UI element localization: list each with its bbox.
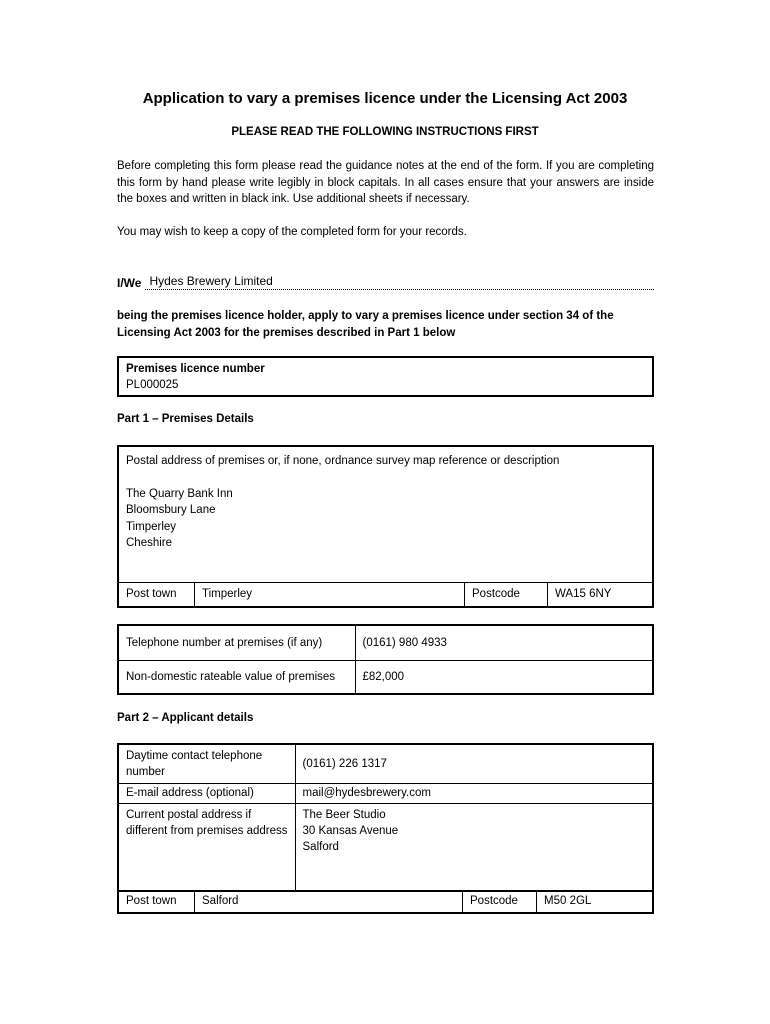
part2-heading: Part 2 – Applicant details xyxy=(117,712,254,724)
form-title: Application to vary a premises licence under the Licensing Act 2003 xyxy=(142,90,628,107)
postcode-label: Postcode xyxy=(465,583,548,606)
telephone-field[interactable]: (0161) 980 4933 xyxy=(355,625,653,660)
premises-contact-table xyxy=(117,624,654,695)
current-address-line: Salford xyxy=(302,840,339,853)
licence-number-box xyxy=(117,356,654,397)
applicant-details-table xyxy=(117,743,654,892)
rateable-value-field[interactable]: £82,000 xyxy=(355,660,653,694)
rateable-value-label: Non-domestic rateable value of premises xyxy=(118,660,355,694)
declaration-text: being the premises licence holder, apply to vary a premises licence under section 34 of the Licensing Act 2003 for the premises described in Part 1 below xyxy=(117,310,614,339)
premises-address-line[interactable]: The Quarry Bank Inn xyxy=(126,487,233,500)
premises-address-line[interactable]: Cheshire xyxy=(126,537,173,549)
premises-address-line[interactable]: Bloomsbury Lane xyxy=(126,504,216,516)
applicant-line xyxy=(117,273,654,290)
records-note: You may wish to keep a copy of the completed form for your records. xyxy=(117,226,467,238)
post-town-label: Post town xyxy=(119,583,195,606)
applicant-postcode-field[interactable]: M50 2GL xyxy=(544,895,592,907)
applicant-label: I/We xyxy=(117,276,142,290)
instructions-paragraph: Before completing this form please read the guidance notes at the end of the form. If you are completing this form by hand please write legibly in block capitals. In all cases ensure that your answers are inside the boxes and written in black ink. Use additional sheets if necessary. xyxy=(117,160,654,205)
email-label: E-mail address (optional) xyxy=(118,783,295,803)
email-field[interactable]: mail@hydesbrewery.com xyxy=(295,783,653,803)
instructions-heading: PLEASE READ THE FOLLOWING INSTRUCTIONS FIRST xyxy=(231,126,539,138)
postcode-field[interactable]: WA15 6NY xyxy=(555,588,612,600)
post-town-field[interactable]: Timperley xyxy=(195,583,465,606)
premises-address-line[interactable]: Timperley xyxy=(126,520,177,533)
part1-heading: Part 1 – Premises Details xyxy=(117,413,254,425)
current-address-line: The Beer Studio xyxy=(302,808,386,821)
current-address-line: 30 Kansas Avenue xyxy=(302,824,399,837)
current-address-label: Current postal address if different from premises address xyxy=(118,803,295,891)
applicant-post-town-field[interactable]: Salford xyxy=(195,891,463,912)
daytime-phone-label: Daytime contact telephone number xyxy=(118,744,295,783)
telephone-label: Telephone number at premises (if any) xyxy=(118,625,355,660)
daytime-phone-field[interactable]: (0161) 226 1317 xyxy=(295,744,653,783)
applicant-post-row xyxy=(117,890,654,914)
applicant-name-field[interactable]: Hydes Brewery Limited xyxy=(145,274,654,290)
current-address-field[interactable] xyxy=(295,803,653,891)
licence-number-field[interactable]: PL000025 xyxy=(126,379,179,391)
applicant-post-town-label: Post town xyxy=(119,891,195,912)
premises-post-row xyxy=(119,582,652,606)
licence-number-label: Premises licence number xyxy=(126,363,265,375)
premises-address-box xyxy=(117,445,654,608)
premises-address-label: Postal address of premises or, if none, ordnance survey map reference or description xyxy=(126,455,560,467)
applicant-postcode-label: Postcode xyxy=(463,891,537,912)
